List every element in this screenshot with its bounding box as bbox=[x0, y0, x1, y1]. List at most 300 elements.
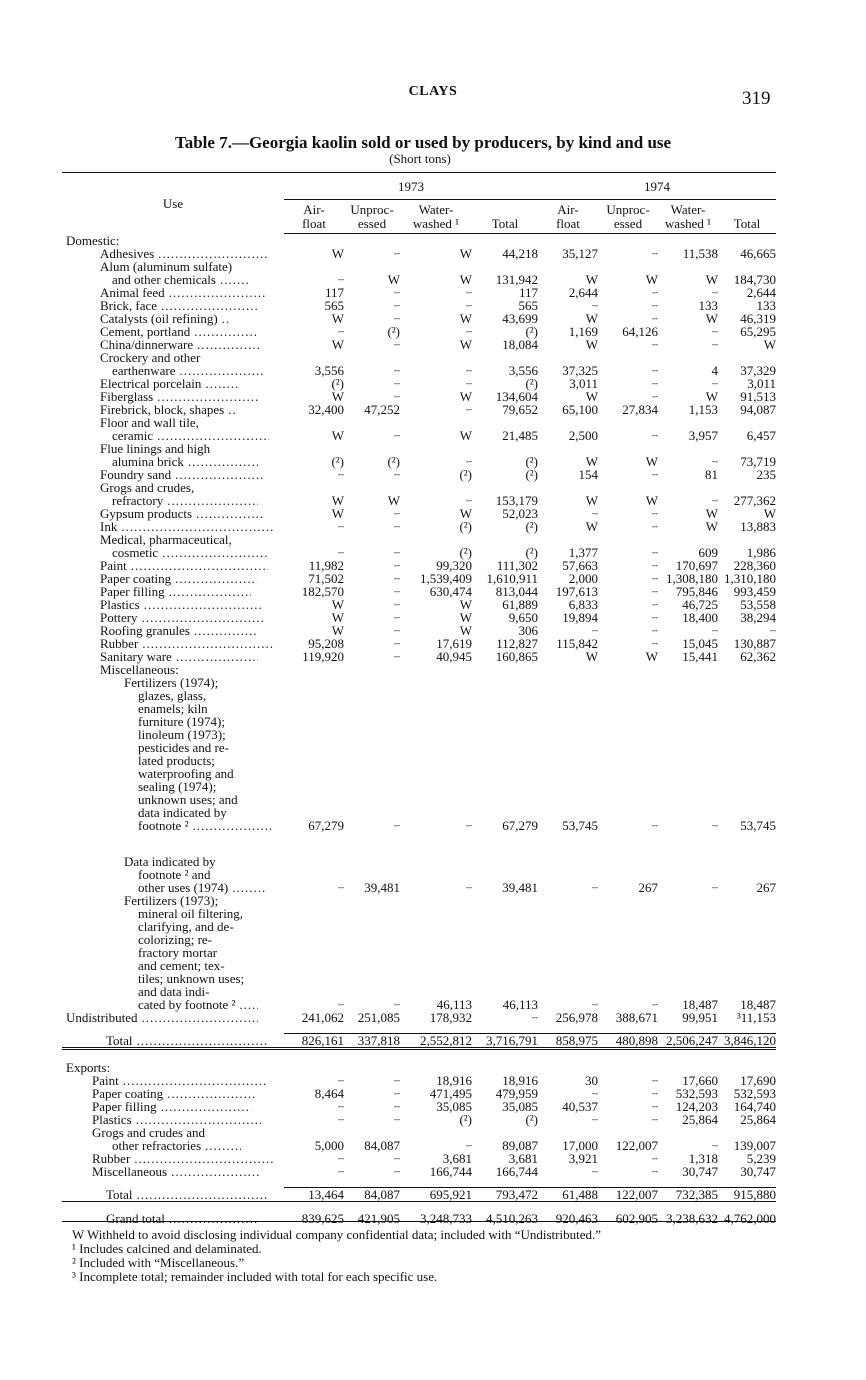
table-cell: -- bbox=[652, 507, 658, 518]
table-cell: -- bbox=[394, 585, 400, 596]
row-label: Grogs and crudes and bbox=[92, 1124, 205, 1140]
table-cell: 4,762,000 bbox=[724, 1210, 776, 1226]
table-cell: 5,000 bbox=[314, 1137, 344, 1153]
table-cell: -- bbox=[338, 881, 344, 892]
table-cell: -- bbox=[712, 1139, 718, 1150]
table-cell: W bbox=[331, 596, 344, 612]
table-cell: W bbox=[387, 271, 400, 287]
table-cell: 388,671 bbox=[615, 1009, 658, 1025]
table-cell: 91,513 bbox=[740, 388, 776, 404]
table-cell: 122,007 bbox=[598, 1188, 658, 1202]
table-subtitle: (Short tons) bbox=[389, 151, 451, 166]
table-cell: 46,113 bbox=[502, 996, 538, 1012]
table-cell: -- bbox=[652, 390, 658, 401]
table-cell: -- bbox=[652, 1074, 658, 1085]
table-cell: -- bbox=[652, 377, 658, 388]
table-cell: W bbox=[459, 336, 472, 352]
table-cell: 993,459 bbox=[733, 583, 776, 599]
table-cell: 337,818 bbox=[344, 1034, 400, 1049]
table-cell: -- bbox=[394, 1152, 400, 1163]
table-cell: 6,457 bbox=[746, 427, 776, 443]
table-cell: 695,921 bbox=[400, 1188, 472, 1202]
table-cell: 241,062 bbox=[301, 1009, 344, 1025]
table-cell: 30,747 bbox=[682, 1163, 718, 1179]
table-cell: -- bbox=[712, 494, 718, 505]
row-label: other refractories..... bbox=[62, 1139, 284, 1152]
table-cell: W bbox=[585, 518, 598, 534]
table-cell: 178,932 bbox=[429, 1009, 472, 1025]
table-cell: -- bbox=[592, 881, 598, 892]
table-cell: 99,320 bbox=[436, 557, 472, 573]
table-cell: 4,510,263 bbox=[486, 1210, 538, 1226]
table-cell: -- bbox=[592, 1165, 598, 1176]
table-cell: (²) bbox=[525, 323, 538, 339]
table-cell: 11,538 bbox=[682, 245, 718, 261]
table-cell: 64,126 bbox=[622, 323, 658, 339]
table-cell: 99,951 bbox=[682, 1009, 718, 1025]
table-row bbox=[62, 650, 776, 663]
table-cell: W bbox=[387, 492, 400, 508]
table-cell: -- bbox=[338, 1074, 344, 1085]
row-label: Data indicated by footnote ² and other uses (1974)..... bbox=[62, 855, 284, 894]
row-label: Foundry sand..... bbox=[62, 468, 284, 481]
table-cell: 40,537 bbox=[562, 1098, 598, 1114]
table-cell: 17,000 bbox=[562, 1137, 598, 1153]
table-cell: 84,087 bbox=[344, 1188, 400, 1202]
table-cell: -- bbox=[394, 637, 400, 648]
row-label: and other chemicals..... bbox=[62, 273, 284, 286]
table-cell: 27,834 bbox=[622, 401, 658, 417]
footnote: ² Included with “Miscellaneous.” bbox=[72, 1255, 245, 1270]
table-cell: W bbox=[459, 245, 472, 261]
table-cell: -- bbox=[652, 299, 658, 310]
table-cell: 170,697 bbox=[675, 557, 718, 573]
table-cell: 67,279 bbox=[308, 817, 344, 833]
table-cell: 39,481 bbox=[502, 879, 538, 895]
column-header: Unproc- essed bbox=[344, 200, 400, 234]
table-cell: W bbox=[705, 388, 718, 404]
table-cell: 13,883 bbox=[740, 518, 776, 534]
table-cell: 47,252 bbox=[364, 401, 400, 417]
table-cell: 117 bbox=[518, 284, 538, 300]
table-row bbox=[62, 234, 776, 247]
table-cell: -- bbox=[532, 1011, 538, 1022]
table-cell: -- bbox=[338, 325, 344, 336]
table-cell: 111,302 bbox=[496, 557, 538, 573]
table-cell: -- bbox=[394, 312, 400, 323]
table-cell: -- bbox=[466, 364, 472, 375]
table-cell: 115,842 bbox=[556, 635, 598, 651]
table-cell: 112,827 bbox=[496, 635, 538, 651]
row-label: Medical, pharmaceutical, bbox=[100, 531, 232, 547]
table-cell: W bbox=[585, 271, 598, 287]
table-cell: 565 bbox=[518, 297, 538, 313]
table-cell: (²) bbox=[331, 375, 344, 391]
table-cell: 17,690 bbox=[740, 1072, 776, 1088]
table-cell: 35,085 bbox=[502, 1098, 538, 1114]
table-cell: -- bbox=[338, 998, 344, 1009]
table-cell: W bbox=[331, 245, 344, 261]
table-cell: 71,502 bbox=[308, 570, 344, 586]
table-cell: 3,238,632 bbox=[666, 1210, 718, 1226]
row-label: Alum (aluminum sulfate) bbox=[100, 258, 233, 274]
table-cell: 62,362 bbox=[740, 648, 776, 664]
table-cell: 3,556 bbox=[508, 362, 538, 378]
table-row bbox=[62, 507, 776, 520]
column-header: Air- float bbox=[284, 200, 344, 234]
table-cell: W bbox=[585, 310, 598, 326]
row-label: Pottery..... bbox=[62, 611, 284, 624]
table-row bbox=[62, 247, 776, 260]
table-cell: -- bbox=[394, 377, 400, 388]
row-label: Fiberglass..... bbox=[62, 390, 284, 403]
table-cell: W bbox=[705, 505, 718, 521]
table-cell: 122,007 bbox=[615, 1137, 658, 1153]
table-cell: ³11,153 bbox=[736, 1009, 776, 1025]
table-cell: W bbox=[331, 427, 344, 443]
table-cell: W bbox=[331, 388, 344, 404]
table-cell: 3,957 bbox=[688, 427, 718, 443]
row-label: Paper coating..... bbox=[62, 1087, 284, 1100]
table-row bbox=[62, 1113, 776, 1126]
table-cell: 133 bbox=[756, 297, 776, 313]
table-cell: -- bbox=[338, 273, 344, 284]
table-cell: 37,329 bbox=[740, 362, 776, 378]
table-cell: 1,377 bbox=[568, 544, 598, 560]
table-cell: -- bbox=[466, 377, 472, 388]
table-cell: 267 bbox=[756, 879, 776, 895]
table-cell: 15,441 bbox=[682, 648, 718, 664]
table-cell: -- bbox=[394, 998, 400, 1009]
year-1974-header: 1974 bbox=[538, 173, 776, 200]
table-cell: (²) bbox=[387, 453, 400, 469]
table-row bbox=[62, 1212, 776, 1225]
table-cell: -- bbox=[466, 881, 472, 892]
table-cell: -- bbox=[394, 819, 400, 830]
table-cell: -- bbox=[466, 455, 472, 466]
table-cell: 46,665 bbox=[740, 245, 776, 261]
table-cell: (²) bbox=[459, 1111, 472, 1127]
running-head: CLAYS bbox=[408, 84, 458, 99]
table-cell: -- bbox=[592, 624, 598, 635]
row-label: Plastics..... bbox=[62, 598, 284, 611]
table-cell: -- bbox=[394, 1113, 400, 1124]
table-cell: 30,747 bbox=[740, 1163, 776, 1179]
table-cell: 46,319 bbox=[740, 310, 776, 326]
table-cell: 40,945 bbox=[436, 648, 472, 664]
table-cell: 3,681 bbox=[508, 1150, 538, 1166]
table-cell: W bbox=[459, 622, 472, 638]
table-cell: 160,865 bbox=[495, 648, 538, 664]
row-label: Plastics..... bbox=[62, 1113, 284, 1126]
table-cell: -- bbox=[652, 611, 658, 622]
table-cell: -- bbox=[466, 286, 472, 297]
table-cell: 267 bbox=[638, 879, 658, 895]
table-cell: -- bbox=[652, 312, 658, 323]
table-cell: 65,100 bbox=[562, 401, 598, 417]
table-cell: (²) bbox=[525, 518, 538, 534]
row-label: Gypsum products..... bbox=[62, 507, 284, 520]
footnote-rule bbox=[62, 1221, 776, 1222]
table-cell: 915,880 bbox=[718, 1188, 776, 1202]
table-cell: 67,279 bbox=[502, 817, 538, 833]
table-row bbox=[62, 377, 776, 390]
table-cell: W bbox=[705, 271, 718, 287]
table-cell: 153,179 bbox=[495, 492, 538, 508]
table-cell: 630,474 bbox=[429, 583, 472, 599]
table-cell: 480,898 bbox=[598, 1034, 658, 1049]
table-cell: 1,986 bbox=[746, 544, 776, 560]
table-cell: 130,887 bbox=[733, 635, 776, 651]
row-label: Undistributed..... bbox=[62, 1011, 284, 1024]
table-cell: 95,208 bbox=[308, 635, 344, 651]
table-cell: -- bbox=[466, 403, 472, 414]
table-cell: -- bbox=[652, 546, 658, 557]
table-cell: W bbox=[645, 271, 658, 287]
table-row bbox=[62, 1165, 776, 1178]
table-cell: 166,744 bbox=[495, 1163, 538, 1179]
table-cell: 39,481 bbox=[364, 879, 400, 895]
table-cell: W bbox=[585, 336, 598, 352]
table-cell: -- bbox=[592, 299, 598, 310]
table-cell: 164,740 bbox=[733, 1098, 776, 1114]
table-cell: -- bbox=[652, 286, 658, 297]
table-cell: -- bbox=[652, 819, 658, 830]
table-cell: -- bbox=[394, 247, 400, 258]
table-row bbox=[62, 481, 776, 494]
table-cell: 1,153 bbox=[688, 401, 718, 417]
table-row bbox=[62, 598, 776, 611]
row-label: Catalysts (oil refining)..... bbox=[62, 312, 284, 325]
table-row bbox=[62, 338, 776, 351]
table-row bbox=[62, 572, 776, 585]
table-cell: W bbox=[705, 518, 718, 534]
table-cell: W bbox=[459, 596, 472, 612]
table-cell: -- bbox=[652, 624, 658, 635]
row-label: Paper filling..... bbox=[62, 1100, 284, 1113]
table-row bbox=[62, 520, 776, 533]
table-row bbox=[62, 624, 776, 637]
table-row bbox=[62, 286, 776, 299]
table-cell: (²) bbox=[459, 544, 472, 560]
row-label: Cement, portland..... bbox=[62, 325, 284, 338]
table-cell: 184,730 bbox=[733, 271, 776, 287]
table-cell: -- bbox=[394, 598, 400, 609]
table-cell: 166,744 bbox=[429, 1163, 472, 1179]
row-label: Fertilizers (1974); glazes, glass, enamels; kiln furniture (1974); linoleum (1973); pesticides and re- lated products; waterproofing and sealing (1974); unknown uses; and data indicated by footnote ²..... bbox=[62, 676, 284, 832]
row-label: China/dinnerware..... bbox=[62, 338, 284, 351]
table-cell: -- bbox=[770, 624, 776, 635]
table-cell: 18,916 bbox=[502, 1072, 538, 1088]
table-cell: 94,087 bbox=[740, 401, 776, 417]
table-cell: 421,905 bbox=[357, 1210, 400, 1226]
row-label: Total..... bbox=[62, 1188, 284, 1202]
table-cell: -- bbox=[652, 364, 658, 375]
table-cell: -- bbox=[394, 364, 400, 375]
table-cell: 235 bbox=[756, 466, 776, 482]
table-row bbox=[62, 894, 776, 1011]
kaolin-table bbox=[62, 172, 776, 1225]
table-cell: 306 bbox=[518, 622, 538, 638]
table-cell: W bbox=[331, 492, 344, 508]
table-cell: W bbox=[331, 310, 344, 326]
table-cell: -- bbox=[652, 520, 658, 531]
table-cell: -- bbox=[652, 1165, 658, 1176]
table-cell: -- bbox=[394, 650, 400, 661]
table-cell: W bbox=[585, 453, 598, 469]
table-cell: (²) bbox=[459, 466, 472, 482]
row-label: Crockery and other bbox=[100, 349, 201, 365]
table-cell: -- bbox=[394, 338, 400, 349]
table-cell: 21,485 bbox=[502, 427, 538, 443]
row-label: Flue linings and high bbox=[100, 440, 211, 456]
table-cell: W bbox=[459, 271, 472, 287]
table-cell: 117 bbox=[324, 284, 344, 300]
table-row bbox=[62, 429, 776, 442]
table-row bbox=[62, 546, 776, 559]
row-label: ceramic..... bbox=[62, 429, 284, 442]
table-cell: 2,500 bbox=[568, 427, 598, 443]
row-label: Exports: bbox=[66, 1059, 111, 1075]
table-title: Table 7.—Georgia kaolin sold or used by producers, by kind and use bbox=[174, 133, 672, 152]
table-cell: -- bbox=[466, 299, 472, 310]
table-cell: 79,652 bbox=[502, 401, 538, 417]
table-cell: 1,318 bbox=[688, 1150, 718, 1166]
year-1973-header: 1973 bbox=[284, 173, 538, 200]
table-cell: -- bbox=[652, 247, 658, 258]
table-cell: 197,613 bbox=[555, 583, 598, 599]
table-cell: 25,864 bbox=[740, 1111, 776, 1127]
table-cell: 839,625 bbox=[301, 1210, 344, 1226]
row-label: Total..... bbox=[62, 1034, 284, 1049]
table-cell: 479,959 bbox=[495, 1085, 538, 1101]
column-header: Total bbox=[718, 200, 776, 234]
table-cell: -- bbox=[394, 546, 400, 557]
table-cell: -- bbox=[712, 338, 718, 349]
table-cell: -- bbox=[394, 624, 400, 635]
table-cell: 131,942 bbox=[495, 271, 538, 287]
table-cell: 251,085 bbox=[357, 1009, 400, 1025]
table-cell: -- bbox=[592, 1087, 598, 1098]
table-cell: 46,725 bbox=[682, 596, 718, 612]
table-cell: W bbox=[585, 648, 598, 664]
table-cell: 154 bbox=[578, 466, 598, 482]
table-cell: 18,487 bbox=[682, 996, 718, 1012]
table-cell: W bbox=[459, 388, 472, 404]
row-label: alumina brick..... bbox=[62, 455, 284, 468]
table-cell: -- bbox=[394, 520, 400, 531]
table-cell: -- bbox=[712, 325, 718, 336]
table-cell: 18,916 bbox=[436, 1072, 472, 1088]
table-cell: -- bbox=[394, 429, 400, 440]
table-cell: 3,716,791 bbox=[472, 1034, 538, 1049]
table-cell: -- bbox=[592, 1113, 598, 1124]
table-cell: -- bbox=[592, 998, 598, 1009]
row-label: earthenware..... bbox=[62, 364, 284, 377]
table-cell: 32,400 bbox=[308, 401, 344, 417]
table-cell: -- bbox=[652, 468, 658, 479]
table-cell: 53,558 bbox=[740, 596, 776, 612]
table-cell: W bbox=[763, 336, 776, 352]
table-cell: -- bbox=[652, 572, 658, 583]
row-label: Paper coating..... bbox=[62, 572, 284, 585]
use-header: Use bbox=[62, 173, 284, 234]
table-cell: 11,982 bbox=[308, 557, 344, 573]
table-cell: 81 bbox=[705, 466, 718, 482]
table-cell: -- bbox=[394, 1074, 400, 1085]
table-cell: 53,745 bbox=[562, 817, 598, 833]
table-cell: 565 bbox=[324, 297, 344, 313]
table-cell: W bbox=[585, 492, 598, 508]
table-cell: -- bbox=[712, 455, 718, 466]
table-cell: 1,308,180 bbox=[666, 570, 718, 586]
table-cell: 52,023 bbox=[502, 505, 538, 521]
table-row bbox=[62, 1034, 776, 1049]
table-cell: W bbox=[459, 310, 472, 326]
table-cell: 471,495 bbox=[429, 1085, 472, 1101]
table-cell: W bbox=[331, 609, 344, 625]
table-cell: 4 bbox=[711, 362, 718, 378]
table-cell: 18,084 bbox=[502, 336, 538, 352]
table-cell: -- bbox=[712, 377, 718, 388]
table-cell: -- bbox=[338, 1152, 344, 1163]
table-row bbox=[62, 468, 776, 481]
row-label: Grand total..... bbox=[62, 1212, 284, 1225]
table-cell: 602,905 bbox=[615, 1210, 658, 1226]
table-row bbox=[62, 1087, 776, 1100]
table-cell: 35,127 bbox=[562, 245, 598, 261]
table-cell: W bbox=[331, 336, 344, 352]
table-row bbox=[62, 533, 776, 546]
table-cell: -- bbox=[466, 494, 472, 505]
row-label: Brick, face..... bbox=[62, 299, 284, 312]
footnote: ³ Incomplete total; remainder included with total for each specific use. bbox=[72, 1269, 438, 1284]
row-label: Grogs and crudes, bbox=[100, 479, 195, 495]
table-cell: W bbox=[585, 388, 598, 404]
row-label: Sanitary ware..... bbox=[62, 650, 284, 663]
table-cell: 17,660 bbox=[682, 1072, 718, 1088]
table-cell: 9,650 bbox=[508, 609, 538, 625]
table-cell: -- bbox=[338, 1113, 344, 1124]
row-label: Floor and wall tile, bbox=[100, 414, 199, 430]
column-header: Water- washed ¹ bbox=[400, 200, 472, 234]
table-cell: 228,360 bbox=[733, 557, 776, 573]
table-cell: -- bbox=[652, 598, 658, 609]
table-cell: -- bbox=[712, 624, 718, 635]
table-cell: 134,604 bbox=[495, 388, 538, 404]
table-row bbox=[62, 273, 776, 286]
table-cell: 3,011 bbox=[747, 375, 776, 391]
table-cell: -- bbox=[394, 572, 400, 583]
table-cell: W bbox=[763, 505, 776, 521]
table-cell: 3,681 bbox=[442, 1150, 472, 1166]
row-label: Rubber..... bbox=[62, 1152, 284, 1165]
table-cell: 1,310,180 bbox=[724, 570, 776, 586]
table-cell: 124,203 bbox=[675, 1098, 718, 1114]
table-cell: (²) bbox=[525, 466, 538, 482]
row-label: Miscellaneous..... bbox=[62, 1165, 284, 1178]
table-cell: 18,487 bbox=[740, 996, 776, 1012]
table-cell: -- bbox=[338, 546, 344, 557]
table-cell: (²) bbox=[525, 544, 538, 560]
page-number: 319 bbox=[742, 88, 771, 109]
table-cell: 732,385 bbox=[658, 1188, 718, 1202]
table-cell: -- bbox=[394, 390, 400, 401]
row-label: refractory..... bbox=[62, 494, 284, 507]
table-row bbox=[62, 1011, 776, 1024]
table-cell: 13,464 bbox=[284, 1188, 344, 1202]
table-row bbox=[62, 403, 776, 416]
